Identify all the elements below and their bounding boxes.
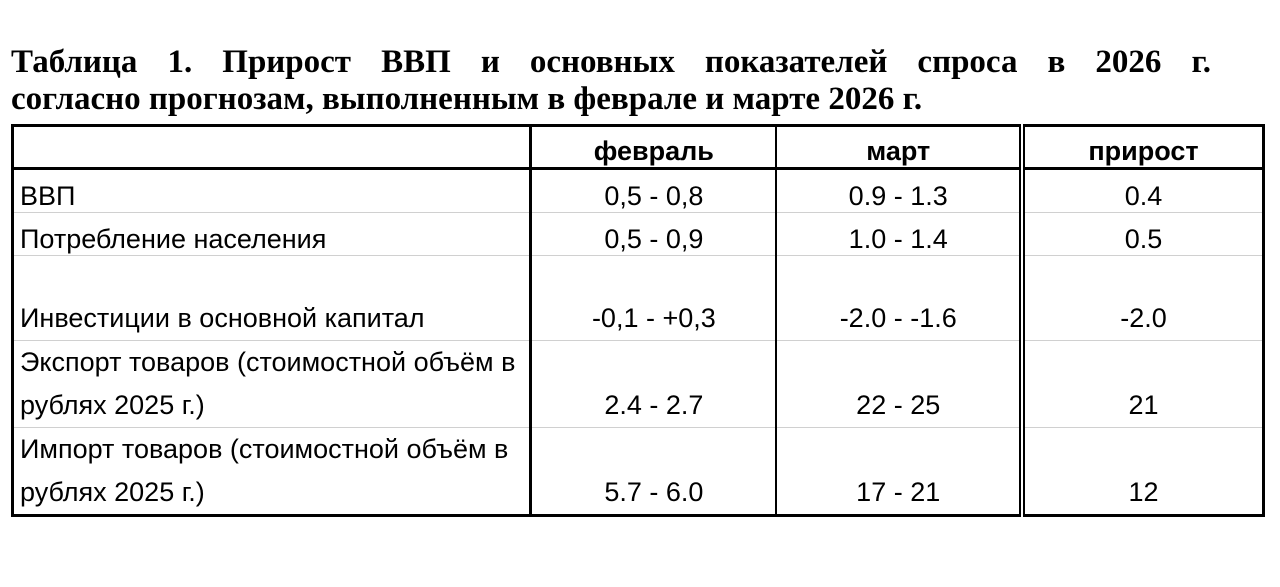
cell-february: 0,5 - 0,8 <box>531 169 777 213</box>
row-label: Инвестиции в основной капитал <box>13 256 531 341</box>
table-row <box>13 428 1264 516</box>
cell-february: 0,5 - 0,9 <box>531 213 777 256</box>
row-label: Экспорт товаров (стоимостной объём в рублях 2025 г.) <box>13 341 531 428</box>
table-row <box>13 256 1264 341</box>
header-cell-label <box>13 126 531 169</box>
header-cell-february: февраль <box>531 126 777 169</box>
row-label: Потребление населения <box>13 213 531 256</box>
cell-february: 5.7 - 6.0 <box>531 428 777 516</box>
forecast-table <box>11 124 1265 517</box>
row-label: Импорт товаров (стоимостной объём в рублях 2025 г.) <box>13 428 531 516</box>
header-cell-march: март <box>776 126 1022 169</box>
cell-increase: -2.0 <box>1022 256 1263 341</box>
table-title-line-2: согласно прогнозам, выполненным в феврале и марте 2026 г. <box>11 81 923 117</box>
cell-march: 22 - 25 <box>776 341 1022 428</box>
table-row <box>13 341 1264 428</box>
cell-increase: 21 <box>1022 341 1263 428</box>
cell-march: -2.0 - -1.6 <box>776 256 1022 341</box>
table-title <box>11 44 1211 118</box>
cell-increase: 0.4 <box>1022 169 1263 213</box>
cell-increase: 12 <box>1128 477 1159 507</box>
table-row <box>13 213 1264 256</box>
table-title-line-1: Таблица 1. Прирост ВВП и основных показателей спроса в 2026 г. <box>11 44 1211 80</box>
table-row <box>13 169 1264 213</box>
cell-march: 17 - 21 <box>776 428 1022 516</box>
row-label: ВВП <box>13 169 531 213</box>
cell-march: 0.9 - 1.3 <box>776 169 1022 213</box>
table-header-row <box>13 126 1264 169</box>
header-cell-increase: прирост <box>1022 126 1263 169</box>
cell-march: 1.0 - 1.4 <box>776 213 1022 256</box>
cell-increase: 0.5 <box>1022 213 1263 256</box>
cell-february: 2.4 - 2.7 <box>531 341 777 428</box>
cell-february: -0,1 - +0,3 <box>531 256 777 341</box>
